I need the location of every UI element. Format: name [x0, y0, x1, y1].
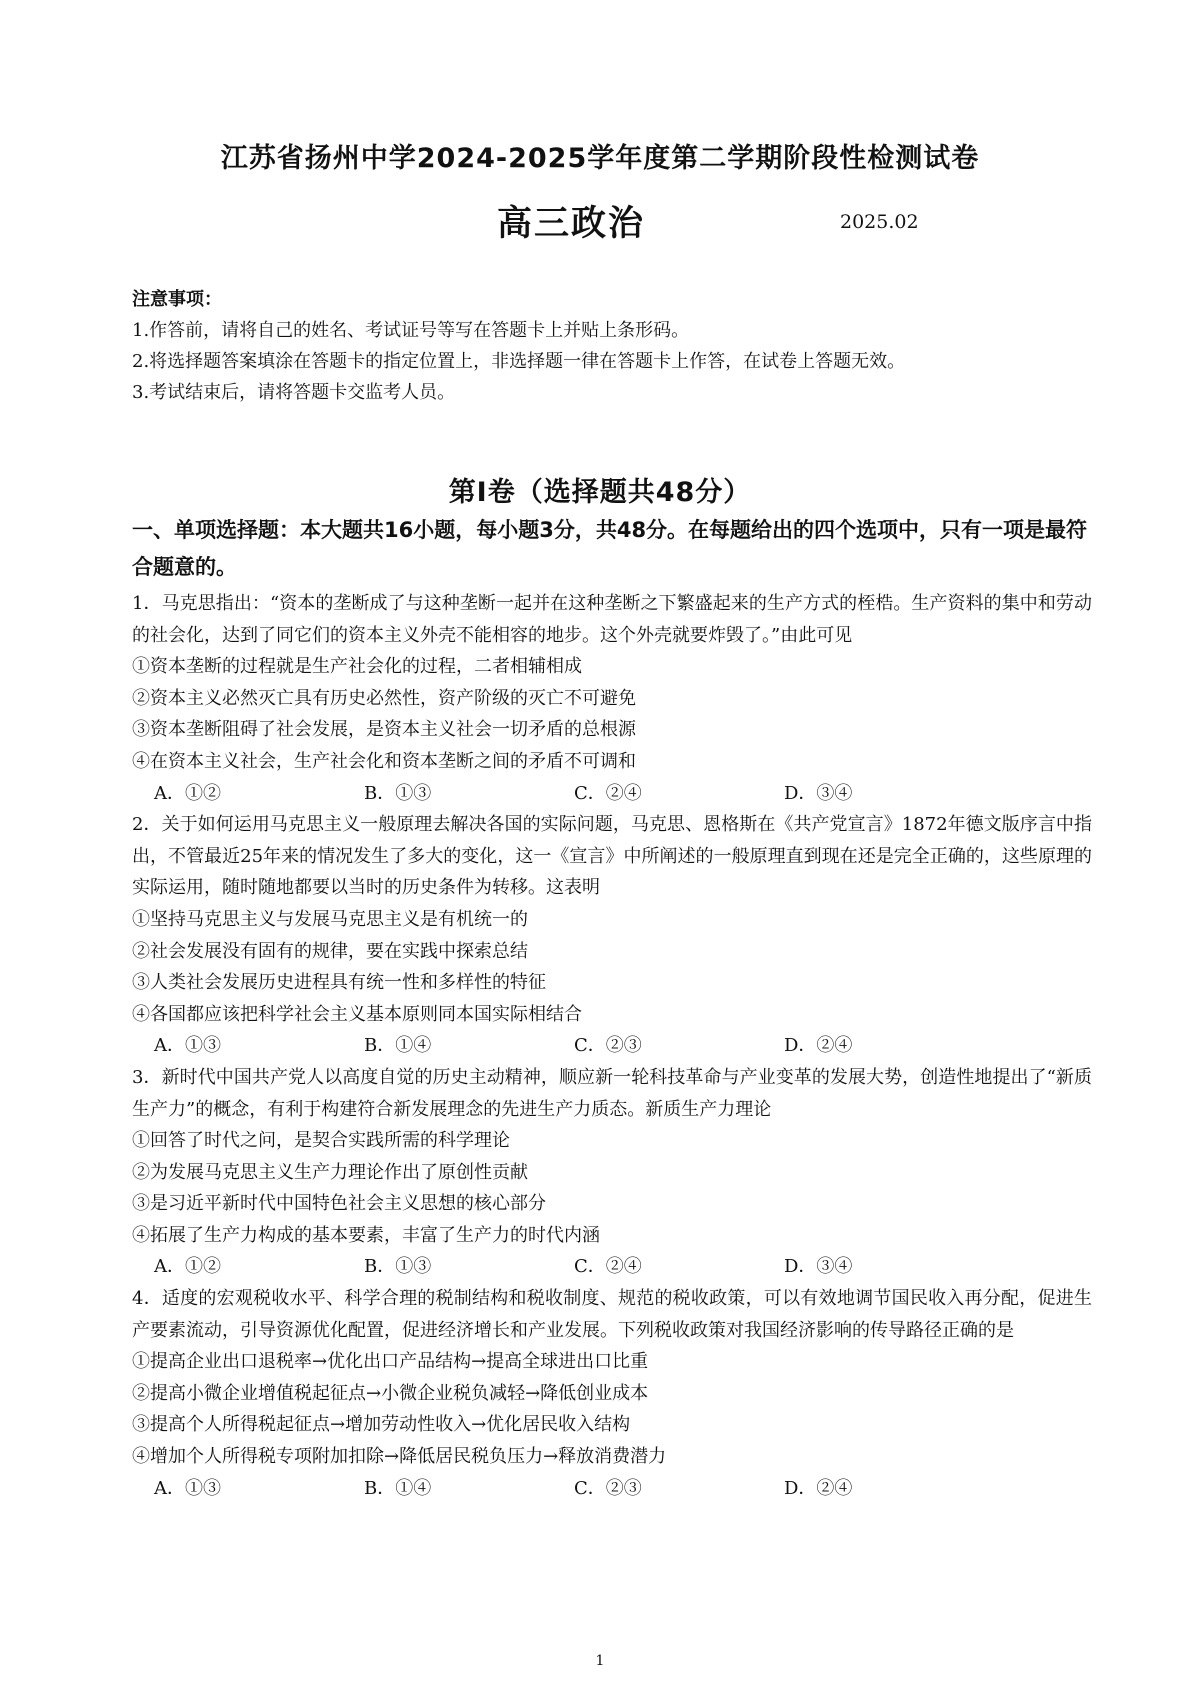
option-b: B．①③ — [364, 782, 432, 804]
question-list — [132, 588, 1092, 1504]
option-c: C．②③ — [574, 1035, 642, 1057]
question-item: ②提高小微企业增值税起征点→小微企业税负减轻→降低创业成本 — [132, 1382, 649, 1404]
option-c: C．②④ — [574, 1256, 642, 1278]
note-item: 1.作答前，请将自己的姓名、考试证号等写在答题卡上并贴上条形码。 — [132, 320, 690, 341]
notes-block — [132, 284, 1092, 408]
question-item: ④增加个人所得税专项附加扣除→降低居民税负压力→释放消费潜力 — [132, 1446, 667, 1468]
question-4 — [132, 1283, 1092, 1504]
option-a: A．①② — [154, 782, 221, 804]
note-item: 3.考试结束后，请将答题卡交监考人员。 — [132, 382, 456, 403]
question-item: ②社会发展没有固有的规律，要在实践中探索总结 — [132, 940, 528, 962]
question-stem: 4．适度的宏观税收水平、科学合理的税制结构和税收制度、规范的税收政策，可以有效地调节国民收入再分配，促进生产要素流动，引导资源优化配置，促进经济增长和产业发展。下列税收政策对我国经济影响的传导路径正确的是 — [132, 1288, 1092, 1341]
question-item: ④各国都应该把科学社会主义基本原则同本国实际相结合 — [132, 1003, 582, 1025]
answer-options — [132, 1251, 1092, 1283]
part-instruction: 一、单项选择题：本大题共16小题，每小题3分，共48分。在每题给出的四个选项中，只有一项是最符合题意的。 — [132, 518, 1088, 579]
note-item: 2.将选择题答案填涂在答题卡的指定位置上，非选择题一律在答题卡上作答，在试卷上答题无效。 — [132, 351, 906, 372]
question-item: ①资本垄断的过程就是生产社会化的过程，二者相辅相成 — [132, 656, 582, 678]
exam-date: 2025.02 — [840, 211, 919, 233]
question-1 — [132, 588, 1092, 809]
question-stem: 1．马克思指出：“资本的垄断成了与这种垄断一起并在这种垄断之下繁盛起来的生产方式的桎梏。生产资料的集中和劳动的社会化，达到了同它们的资本主义外壳不能相容的地步。这个外壳就要炸毁了。”由此可见 — [132, 593, 1092, 646]
question-stem: 2．关于如何运用马克思主义一般原理去解决各国的实际问题，马克思、恩格斯在《共产党宣言》1872年德文版序言中指出，不管最近25年来的情况发生了多大的变化，这一《宣言》中所阐述的一般原理直到现在还是完全正确的，这些原理的实际运用，随时随地都要以当时的历史条件为转移。这表明 — [132, 814, 1092, 899]
option-a: A．①③ — [154, 1035, 221, 1057]
option-c: C．②③ — [574, 1477, 642, 1499]
subject-row — [0, 196, 1200, 246]
question-item: ②资本主义必然灭亡具有历史必然性，资产阶级的灭亡不可避免 — [132, 687, 636, 709]
question-item: ②为发展马克思主义生产力理论作出了原创性贡献 — [132, 1161, 528, 1183]
option-d: D．②④ — [784, 1477, 853, 1499]
answer-options — [132, 1030, 1092, 1062]
option-b: B．①④ — [364, 1035, 432, 1057]
exam-title: 江苏省扬州中学2024-2025学年度第二学期阶段性检测试卷 — [220, 143, 980, 174]
question-item: ①提高企业出口退税率→优化出口产品结构→提高全球进出口比重 — [132, 1351, 649, 1373]
option-a: A．①③ — [154, 1477, 221, 1499]
option-c: C．②④ — [574, 782, 642, 804]
question-item: ①坚持马克思主义与发展马克思主义是有机统一的 — [132, 908, 528, 930]
option-d: D．②④ — [784, 1035, 853, 1057]
answer-options — [132, 1473, 1092, 1505]
question-item: ④拓展了生产力构成的基本要素，丰富了生产力的时代内涵 — [132, 1224, 600, 1246]
subject-title: 高三政治 — [497, 204, 646, 244]
notes-heading: 注意事项： — [132, 289, 222, 310]
question-item: ③资本垄断阻碍了社会发展，是资本主义社会一切矛盾的总根源 — [132, 719, 636, 741]
option-d: D．③④ — [784, 1256, 853, 1278]
option-b: B．①④ — [364, 1477, 432, 1499]
question-2 — [132, 809, 1092, 1062]
question-item: ④在资本主义社会，生产社会化和资本垄断之间的矛盾不可调和 — [132, 750, 636, 772]
question-item: ①回答了时代之问，是契合实践所需的科学理论 — [132, 1130, 510, 1152]
answer-options — [132, 778, 1092, 810]
question-3 — [132, 1062, 1092, 1283]
question-stem: 3．新时代中国共产党人以高度自觉的历史主动精神，顺应新一轮科技革命与产业变革的发展大势，创造性地提出了“新质生产力”的概念，有利于构建符合新发展理念的先进生产力质态。新质生产力理论 — [132, 1066, 1092, 1120]
page-number: 1 — [595, 1653, 605, 1669]
option-b: B．①③ — [364, 1256, 432, 1278]
question-item: ③提高个人所得税起征点→增加劳动性收入→优化居民收入结构 — [132, 1414, 631, 1436]
option-a: A．①② — [154, 1256, 221, 1278]
question-item: ③是习近平新时代中国特色社会主义思想的核心部分 — [132, 1193, 546, 1215]
option-d: D．③④ — [784, 782, 853, 804]
section-title: 第Ⅰ卷（选择题共48分） — [448, 477, 752, 508]
question-item: ③人类社会发展历史进程具有统一性和多样性的特征 — [132, 972, 546, 994]
